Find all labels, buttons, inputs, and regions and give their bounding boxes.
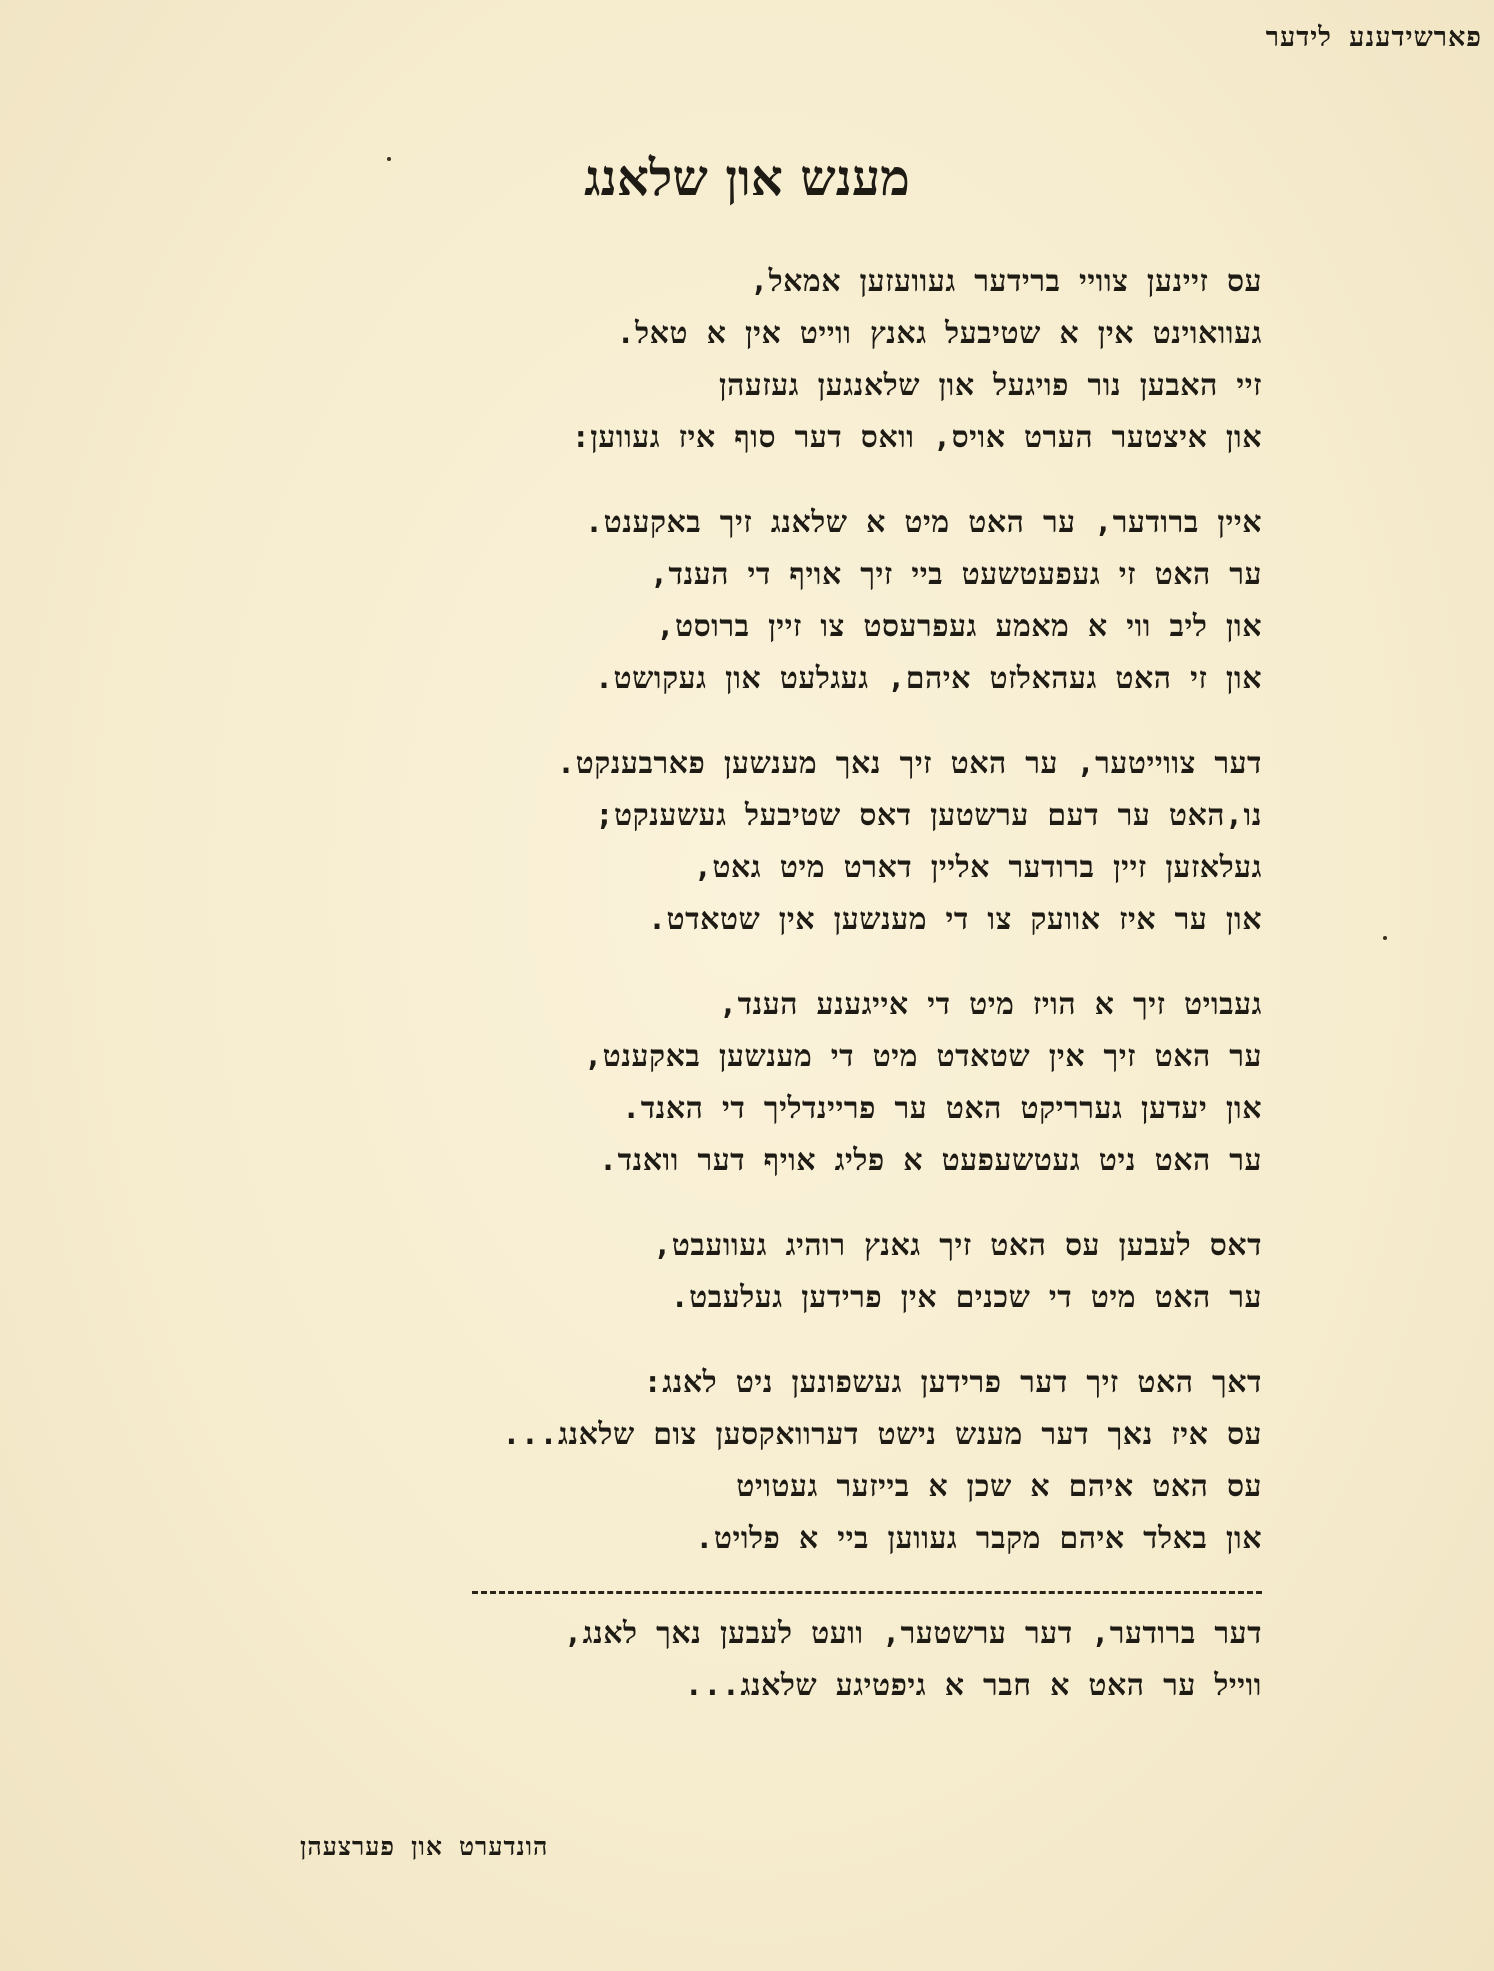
poem-line: דאך האט זיך דער פרידען געשפונען ניט לאנג: xyxy=(643,1365,1262,1400)
stanza-2 xyxy=(242,497,1262,705)
poem-line: נו,האט ער דעם ערשטען דאס שטיבעל געשענקט; xyxy=(595,798,1262,833)
poem-line: און באלד איהם מקבר געווען ביי א פלויט. xyxy=(695,1521,1262,1556)
poem-line: איין ברודער, ער האט מיט א שלאנג זיך באקענט. xyxy=(585,505,1262,540)
poem-line: און זי האט געהאלזט איהם, געגלעט און געקושט. xyxy=(595,661,1262,696)
poem-line: ער האט ניט געטשעפעט א פליג אויף דער וואנד. xyxy=(599,1143,1262,1178)
dashed-separator xyxy=(472,1569,1262,1594)
running-head: פארשידענע לידער xyxy=(1265,22,1482,53)
stanza-6 xyxy=(242,1357,1262,1565)
paper-speck xyxy=(1383,936,1387,940)
poem-line: געוואוינט אין א שטיבעל גאנץ ווייט אין א טאל. xyxy=(616,316,1262,351)
stanza-3 xyxy=(242,738,1262,946)
poem-line: זיי האבען נור פויגעל און שלאנגען געזעהן xyxy=(718,368,1262,403)
poem-line: געבויט זיך א הויז מיט די אייגענע הענד, xyxy=(719,987,1262,1022)
poem-line: עס איז נאך דער מענש נישט דערוואקסען צום שלאנג... xyxy=(502,1417,1262,1452)
stanza-5 xyxy=(242,1220,1262,1324)
stanza-4 xyxy=(242,979,1262,1187)
page-footer: הונדערט און פערצעהן xyxy=(300,1832,549,1861)
poem-title: מענש און שלאנג xyxy=(584,148,910,207)
stanza-1 xyxy=(242,256,1262,464)
poem-line: און יעדען גערריקט האט ער פריינדליך די האנד. xyxy=(622,1091,1262,1126)
poem-line: עס זיינען צוויי ברידער געוועזען אמאל, xyxy=(750,264,1262,299)
poem-line: ער האט מיט די שכנים אין פרידען געלעבט. xyxy=(670,1280,1262,1315)
poem-line: עס האט איהם א שכן א בייזער געטויט xyxy=(736,1469,1262,1504)
poem-line: און ליב ווי א מאמע געפרעסט צו זיין ברוסט, xyxy=(656,609,1262,644)
poem-body xyxy=(242,256,1262,1745)
final-stanza xyxy=(242,1608,1262,1712)
poem-line: ער האט זי געפעטשעט ביי זיך אויף די הענד, xyxy=(650,557,1262,592)
poem-line: דער צווייטער, ער האט זיך נאך מענשען פארבענקט. xyxy=(557,746,1262,781)
poem-line: און ער איז אוועק צו די מענשען אין שטאדט. xyxy=(647,902,1262,937)
paper-speck xyxy=(387,157,391,161)
poem-line: דאס לעבען עס האט זיך גאנץ רוהיג געוועבט, xyxy=(653,1228,1262,1263)
poem-line: און איצטער הערט אויס, וואס דער סוף איז געווען: xyxy=(571,420,1262,455)
poem-line: ווייל ער האט א חבר א גיפטיגע שלאנג... xyxy=(684,1668,1262,1703)
poem-line: געלאזען זיין ברודער אליין דארט מיט גאט, xyxy=(693,850,1262,885)
poem-line: דער ברודער, דער ערשטער, וועט לעבען נאך לאנג, xyxy=(564,1616,1262,1651)
poem-line: ער האט זיך אין שטאדט מיט די מענשען באקענט, xyxy=(584,1039,1262,1074)
